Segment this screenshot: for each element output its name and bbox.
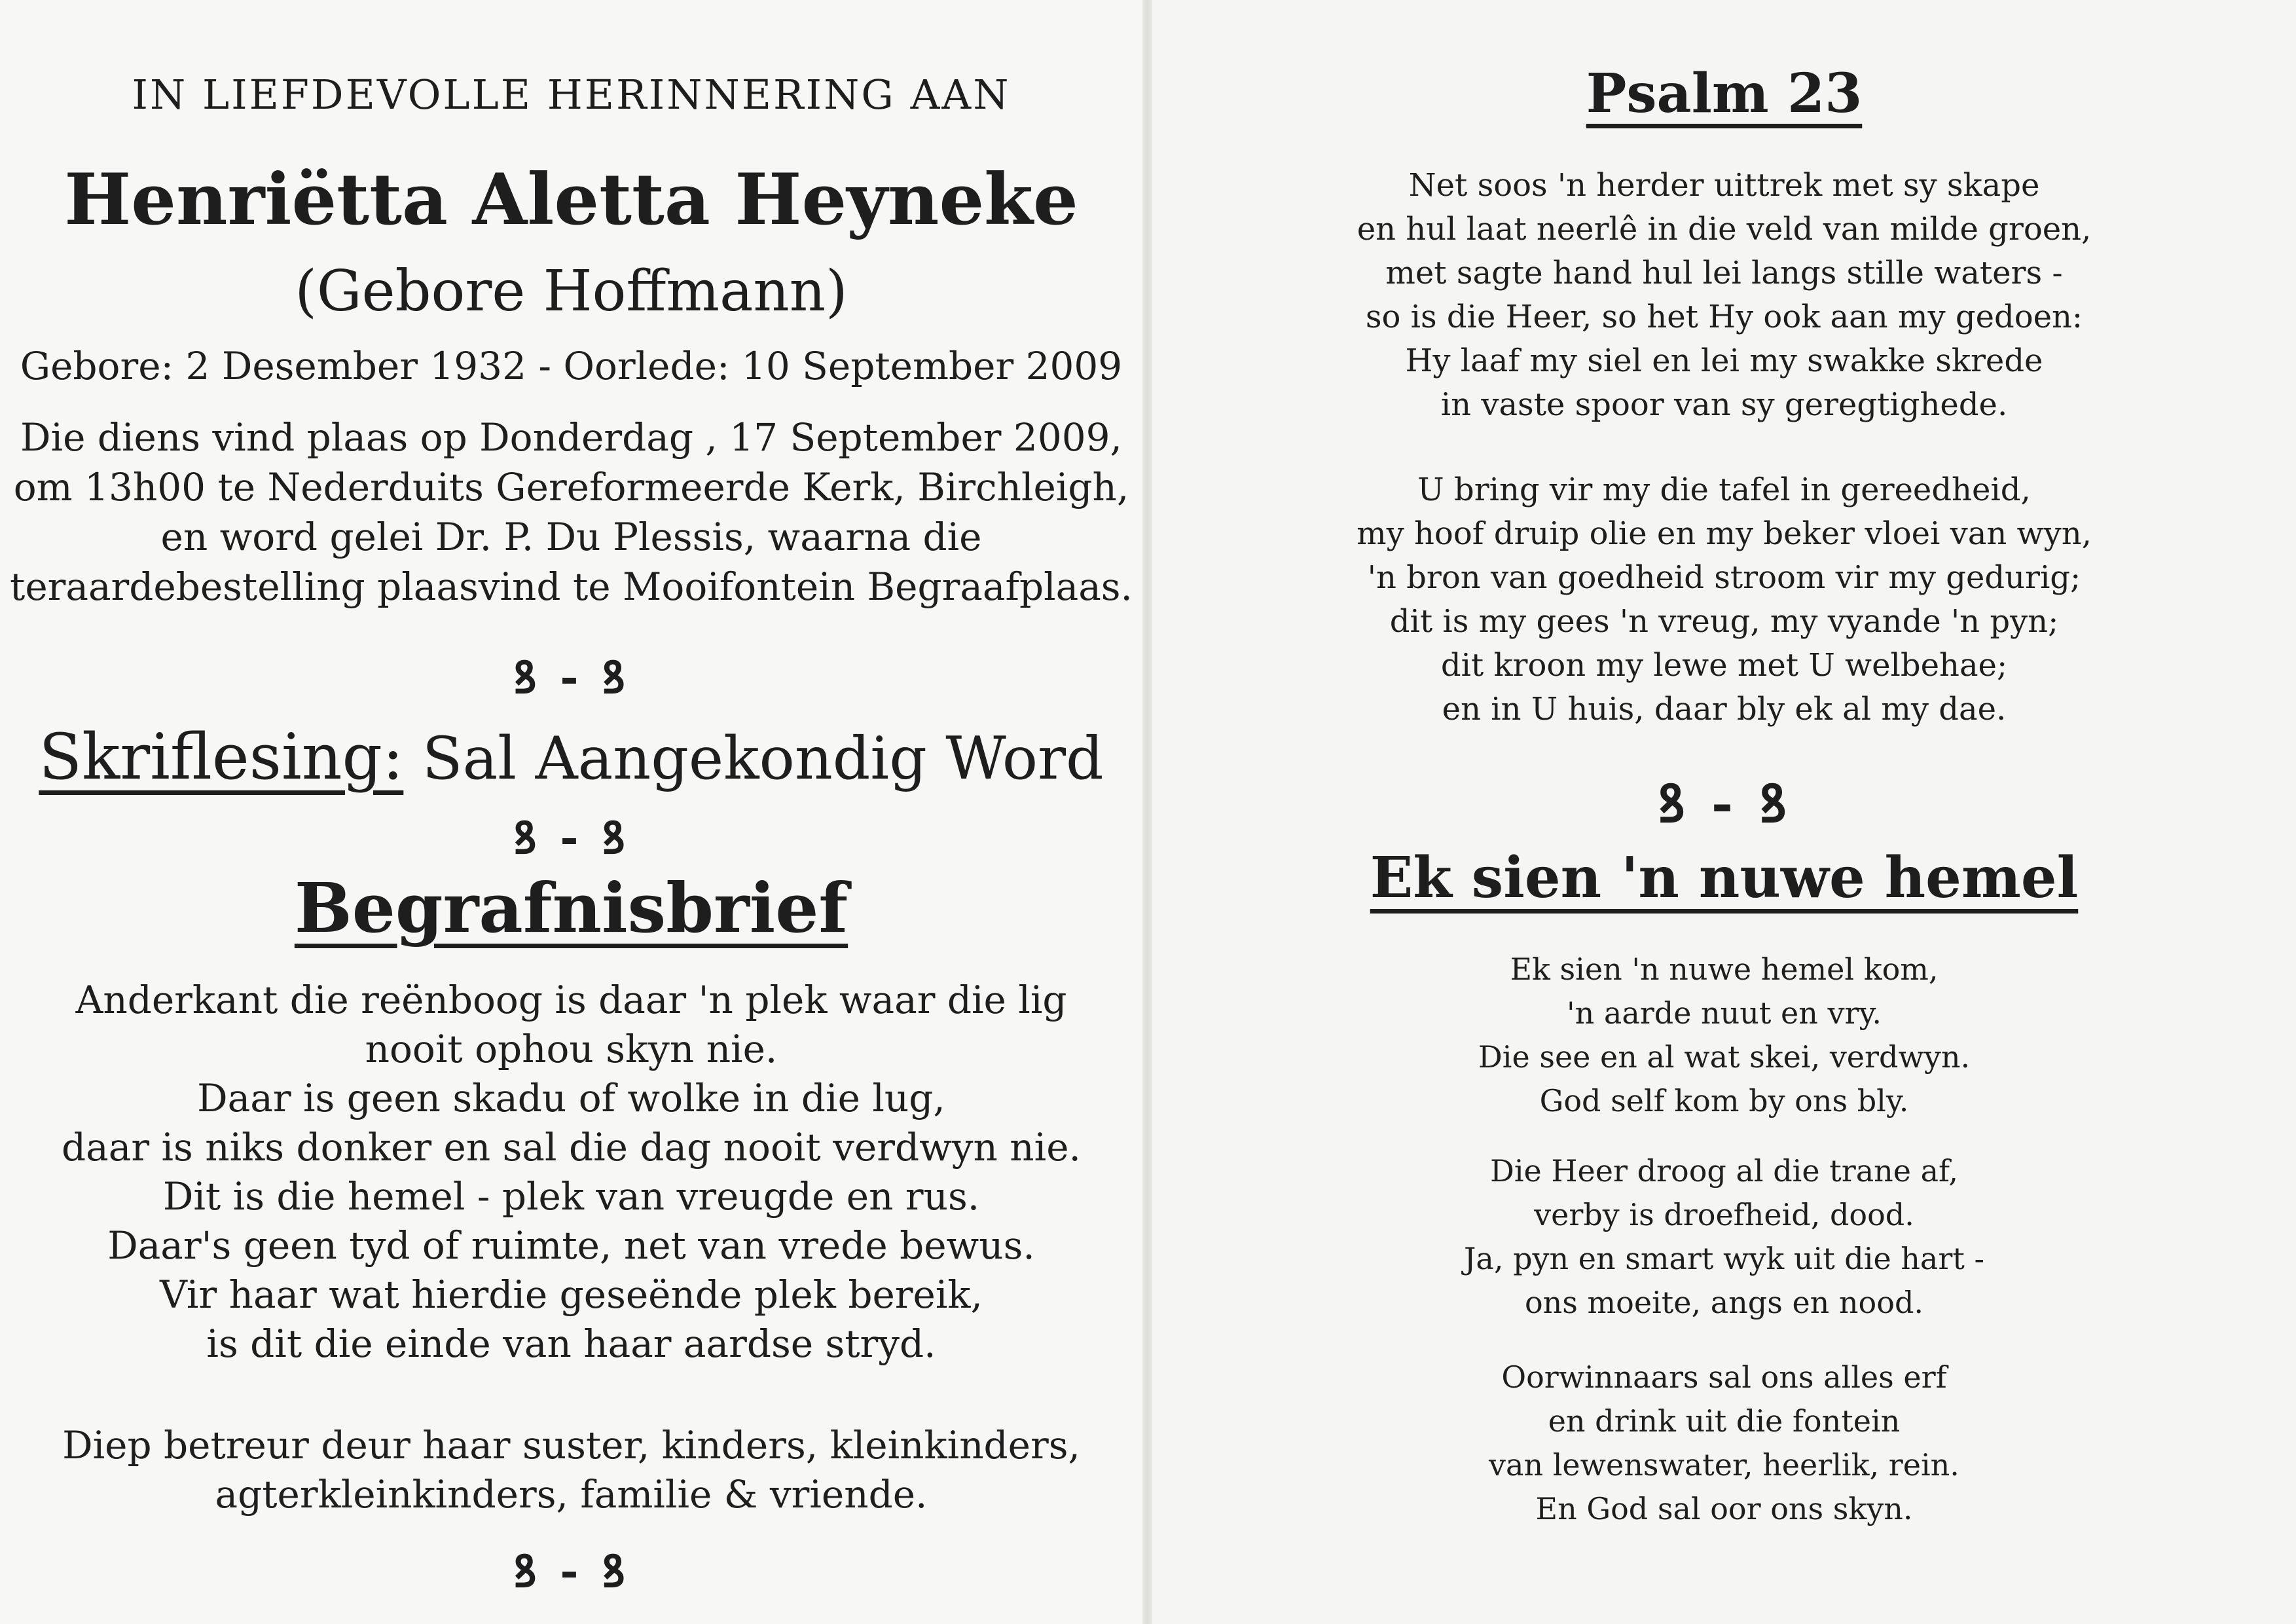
ornament-separator: ꝸ - ꝸ xyxy=(513,1545,630,1598)
scripture-reading-value: Sal Aangekondig Word xyxy=(422,724,1104,793)
deceased-name: Henriëtta Aletta Heyneke xyxy=(64,158,1078,241)
hymn-verse-2 xyxy=(1152,1149,2296,1325)
poem-line: daar is niks donker en sal die dag nooit verdwyn nie. xyxy=(62,1125,1081,1170)
mourners-line: agterkleinkinders, familie & vriende. xyxy=(215,1472,928,1517)
life-dates: Gebore: 2 Desember 1932 - Oorlede: 10 September 2009 xyxy=(20,344,1123,388)
psalm-line: en hul laat neerlê in die veld van milde groen, xyxy=(1357,211,2092,248)
hymn-line: verby is droefheid, dood. xyxy=(1534,1197,1914,1232)
hymn-verse-1 xyxy=(1152,948,2296,1123)
hymn-line: Ek sien 'n nuwe hemel kom, xyxy=(1510,951,1939,987)
service-line: teraardebestelling plaasvind te Mooifontein Begraafplaas. xyxy=(10,564,1133,609)
page-fold xyxy=(1142,0,1152,1624)
psalm-line: my hoof druip olie en my beker vloei van wyn, xyxy=(1357,515,2092,552)
ornament-separator: ꝸ - ꝸ xyxy=(513,812,630,864)
letter-title-text: Begrafnisbrief xyxy=(294,868,848,948)
hymn-line: God self kom by ons bly. xyxy=(1539,1083,1909,1118)
psalm-line: Net soos 'n herder uittrek met sy skape xyxy=(1408,167,2040,204)
poem-line: Daar's geen tyd of ruimte, net van vrede bewus. xyxy=(107,1223,1035,1268)
hymn-line: Die Heer droog al die trane af, xyxy=(1489,1153,1959,1189)
psalm-line: in vaste spoor van sy geregtighede. xyxy=(1440,386,2008,423)
hymn-line: Ja, pyn en smart wyk uit die hart - xyxy=(1463,1241,1984,1276)
hymn-verse-3 xyxy=(1152,1356,2296,1531)
psalm-line: met sagte hand hul lei langs stille waters - xyxy=(1385,255,2063,291)
psalm-verse-2 xyxy=(1152,468,2296,731)
service-line: en word gelei Dr. P. Du Plessis, waarna die xyxy=(160,515,982,559)
hymn-title-text: Ek sien 'n nuwe hemel xyxy=(1370,845,2079,911)
left-page xyxy=(0,0,1142,1624)
maiden-name: (Gebore Hoffmann) xyxy=(295,259,848,324)
psalm-title-text: Psalm 23 xyxy=(1586,62,1863,125)
right-page xyxy=(1152,0,2296,1624)
poem-line: Daar is geen skadu of wolke in die lug, xyxy=(197,1076,945,1120)
psalm-verse-1 xyxy=(1152,164,2296,427)
service-line: Die diens vind plaas op Donderdag , 17 September 2009, xyxy=(20,415,1122,460)
hymn-line: en drink uit die fontein xyxy=(1548,1403,1901,1439)
poem-line: Vir haar wat hierdie geseënde plek bereik, xyxy=(160,1272,983,1317)
letter-poem xyxy=(0,976,1142,1369)
scripture-reading xyxy=(0,720,1142,794)
poem-line: Anderkant die reënboog is daar 'n plek waar die lig xyxy=(75,978,1067,1022)
psalm-line: dit is my gees 'n vreug, my vyande 'n pyn; xyxy=(1389,603,2059,640)
hymn-line: van lewenswater, heerlik, rein. xyxy=(1489,1447,1959,1483)
ornament-separator: ꝸ - ꝸ xyxy=(1657,773,1791,834)
mourners-line: Diep betreur deur haar suster, kinders, kleinkinders, xyxy=(62,1423,1080,1467)
service-details xyxy=(0,413,1142,612)
hymn-line: En God sal oor ons skyn. xyxy=(1535,1491,1913,1526)
psalm-title xyxy=(1152,62,2296,125)
mourners-text xyxy=(0,1421,1142,1519)
poem-line: is dit die einde van haar aardse stryd. xyxy=(206,1321,936,1366)
psalm-line: 'n bron van goedheid stroom vir my gedurig; xyxy=(1367,559,2081,596)
psalm-line: so is die Heer, so het Hy ook aan my gedoen: xyxy=(1365,299,2083,335)
poem-line: Dit is die hemel - plek van vreugde en rus. xyxy=(162,1174,980,1219)
psalm-line: U bring vir my die tafel in gereedheid, xyxy=(1417,471,2031,508)
hymn-line: 'n aarde nuut en vry. xyxy=(1567,995,1882,1031)
letter-title xyxy=(0,868,1142,948)
hymn-line: ons moeite, angs en nood. xyxy=(1524,1285,1924,1320)
service-line: om 13h00 te Nederduits Gereformeerde Kerk, Birchleigh, xyxy=(13,465,1129,509)
psalm-line: en in U huis, daar bly ek al my dae. xyxy=(1442,691,2007,728)
psalm-line: dit kroon my lewe met U welbehae; xyxy=(1440,647,2008,684)
intro-heading: IN LIEFDEVOLLE HERINNERING AAN xyxy=(132,71,1011,119)
hymn-line: Oorwinnaars sal ons alles erf xyxy=(1501,1359,1947,1395)
hymn-title xyxy=(1152,845,2296,911)
ornament-separator: ꝸ - ꝸ xyxy=(513,652,630,704)
scripture-reading-label: Skriflesing: xyxy=(39,720,404,794)
poem-line: nooit ophou skyn nie. xyxy=(365,1027,778,1071)
psalm-line: Hy laaf my siel en lei my swakke skrede xyxy=(1405,342,2043,379)
hymn-line: Die see en al wat skei, verdwyn. xyxy=(1478,1039,1971,1075)
